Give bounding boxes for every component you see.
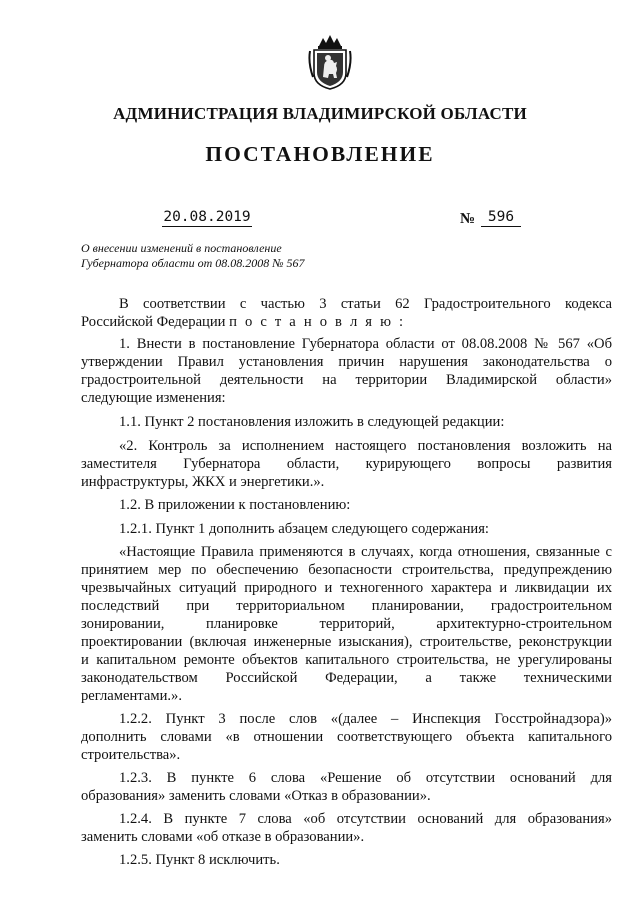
body-line: 1.2. В приложении к постановлению:: [119, 497, 351, 513]
body-line: проектировании (включая инженерные изыскания), строительстве, реконструкции: [81, 634, 612, 650]
body-line: 1.2.3. В пункте 6 слова «Решение об отсутствии оснований для: [119, 770, 612, 786]
intro-tail: Российской Федерации: [81, 314, 226, 330]
document-subject: [81, 241, 305, 271]
subject-line: О внесении изменений в постановление: [81, 241, 282, 255]
body-line: дополнить словами «в отношении соответствующего объекта капитального: [81, 729, 612, 745]
body-line: зонировании, планировке территорий, архитектурно-строительном: [81, 616, 612, 632]
body-line: чрезвычайных ситуаций природного и техногенного характера и ликвидации их: [81, 580, 612, 596]
coat-of-arms-icon: [307, 33, 353, 91]
body-line: «Настоящие Правила применяются в случаях, когда отношения, связанные с: [119, 544, 612, 560]
body-line: последствий при территориальном планировании, градостроительном: [81, 598, 612, 614]
organization-name: АДМИНИСТРАЦИЯ ВЛАДИМИРСКОЙ ОБЛАСТИ: [113, 104, 527, 123]
body-line: 1.2.1. Пункт 1 дополнить абзацем следующего содержания:: [119, 521, 489, 537]
body-line: 1.2.5. Пункт 8 исключить.: [119, 852, 280, 868]
body-line: строительства».: [81, 747, 181, 763]
body-line: заменить словами «об отказе в образовании».: [81, 829, 365, 845]
body-line: утверждении Правил установления причин нарушения законодательства о: [81, 354, 612, 370]
body-line: образования» заменить словами «Отказ в образовании».: [81, 788, 431, 804]
resolution-word: п о с т а н о в л я ю :: [229, 314, 406, 330]
body-line: принятием мер по обеспечению безопасности строительства, предупреждению: [81, 562, 612, 578]
body-line: 1.1. Пункт 2 постановления изложить в следующей редакции:: [119, 414, 505, 430]
document-date: 20.08.2019: [163, 209, 251, 225]
number-label: №: [460, 211, 476, 227]
document-number: 596: [481, 209, 521, 227]
document-type: ПОСТАНОВЛЕНИЕ: [205, 142, 435, 166]
body-line: [81, 313, 405, 331]
body-line: 1. Внести в постановление Губернатора области от 08.08.2008 № 567 «Об: [119, 336, 612, 352]
body-line: регламентами.».: [81, 688, 182, 704]
subject-line: Губернатора области от 08.08.2008 № 567: [81, 256, 305, 270]
body-line: законодательством Российской Федерации, а также техническими: [81, 670, 612, 686]
body-line: заместителя Губернатора области, курирующего вопросы развития: [81, 456, 612, 472]
body-line: «2. Контроль за исполнением настоящего постановления возложить на: [119, 438, 612, 454]
body-line: В соответствии с частью 3 статьи 62 Градостроительного кодекса: [119, 296, 612, 312]
body-line: 1.2.2. Пункт 3 после слов «(далее – Инспекция Госстройнадзора)»: [119, 711, 612, 727]
body-line: инфраструктуры, ЖКХ и энергетики.».: [81, 474, 325, 490]
body-line: и капитальном ремонте объектов капитального строительства, не урегулированы: [81, 652, 612, 668]
body-line: следующие изменения:: [81, 390, 226, 406]
body-line: 1.2.4. В пункте 7 слова «об отсутствии оснований для образования»: [119, 811, 612, 827]
body-line: градостроительной деятельности на территории Владимирской области»: [81, 372, 612, 388]
